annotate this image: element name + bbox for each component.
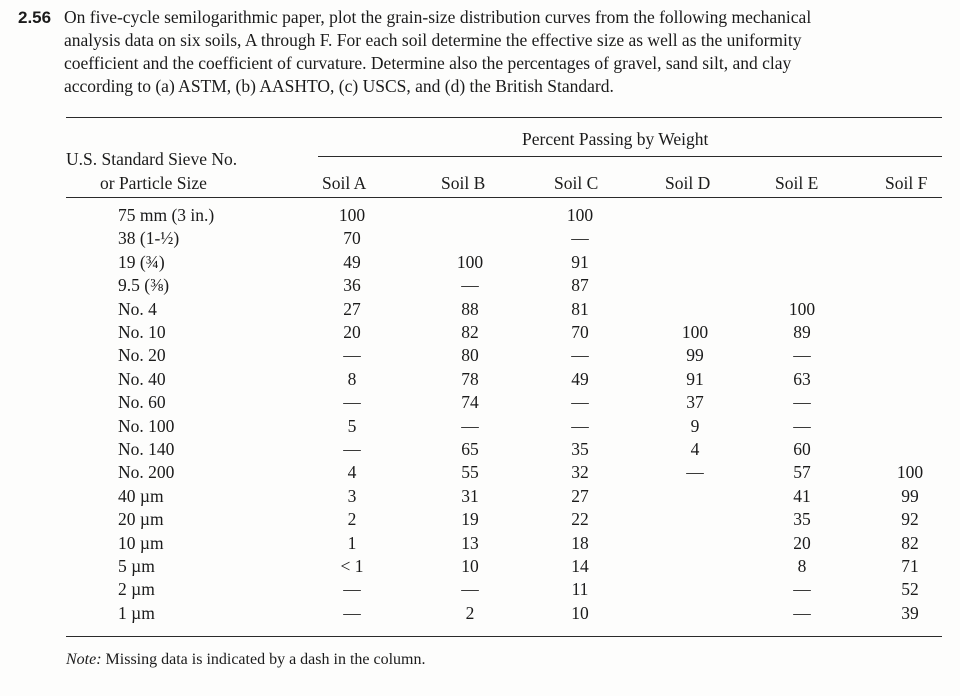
row-size-label: 1 µm [118,602,155,623]
cell-value: 49 [343,251,361,272]
cell-value: — [343,579,361,600]
cell-value: 82 [461,322,479,342]
cell-value: 100 [896,462,924,483]
problem-line: On five-cycle semilogarithmic paper, plot the grain-size distribution curves from the following mechanical [64,7,812,27]
cell-value: 49 [571,368,589,389]
note-text: Missing data is indicated by a dash in the column. [105,651,426,668]
cell-value: 41 [793,485,811,506]
cell-value: 11 [571,579,589,600]
cell-value: 27 [343,298,361,319]
cell-value: 60 [793,439,811,459]
row-size-label: No. 100 [118,415,175,436]
cell-value: 91 [686,368,704,389]
row-size-label: No. 4 [118,298,157,319]
cell-value: 100 [788,298,816,319]
cell-value: — [343,345,361,366]
group-header-rule [318,156,942,157]
row-size-label: 75 mm (3 in.) [118,205,215,225]
row-size-label: 5 µm [118,556,155,576]
cell-value: 55 [461,462,479,483]
col-header-soil-e: Soil E [775,173,819,193]
note-label: Note: [66,651,102,668]
cell-value: 100 [566,205,594,225]
problem-line: analysis data on six soils, A through F. For each soil determine the effective size as well as the uniformity [64,30,802,50]
row-size-label: No. 140 [118,439,175,459]
cell-value: 100 [338,205,366,225]
cell-value: 91 [571,251,589,272]
row-size-label: 19 (¾) [118,251,165,272]
row-size-label: No. 10 [118,322,166,342]
col-header-soil-b: Soil B [441,173,486,193]
group-header: Percent Passing by Weight [522,129,709,149]
header-bottom-rule [66,197,942,198]
row-size-label: 9.5 (⅜) [118,275,170,296]
cell-value: 100 [456,251,484,272]
cell-value: 52 [901,579,919,600]
cell-value: — [571,228,589,249]
sieve-header-line1: U.S. Standard Sieve No. [66,149,238,169]
cell-value: 10 [461,556,479,576]
col-header-soil-d: Soil D [665,173,711,193]
cell-value: 22 [571,509,589,530]
problem-number: 2.56 [18,8,52,27]
problem-line: coefficient and the coefficient of curvature. Determine also the percentages of gravel, sand silt, and clay [64,53,792,73]
cell-value: 37 [686,392,704,413]
row-size-label: 2 µm [118,579,155,600]
cell-value: 20 [343,322,361,342]
cell-value: 31 [461,485,479,506]
cell-value: 35 [571,439,589,459]
row-size-label: 38 (1-½) [118,228,180,249]
cell-value: 70 [571,322,589,342]
cell-value: 65 [461,439,479,459]
cell-value: 99 [686,345,704,366]
cell-value: 89 [793,322,811,342]
row-size-label: No. 200 [118,462,175,483]
cell-value: 5 [347,415,357,436]
row-size-label: No. 20 [118,345,166,366]
cell-value: 35 [793,509,811,530]
cell-value: 8 [347,368,357,389]
row-size-label: No. 60 [118,392,166,413]
cell-value: — [461,579,479,600]
cell-value: 14 [571,556,589,576]
cell-value: 63 [793,368,811,389]
cell-value: 71 [901,556,919,576]
cell-value: — [461,275,479,296]
sieve-header-line2: or Particle Size [100,173,207,193]
cell-value: 36 [343,275,361,296]
cell-value: — [793,579,811,600]
cell-value: 9 [690,415,700,436]
row-size-label: 20 µm [118,509,164,530]
cell-value: — [686,462,704,483]
cell-value: — [343,439,361,459]
cell-value: 82 [901,532,919,553]
problem-text [64,6,944,98]
table-top-rule [66,117,942,118]
col-header-soil-f: Soil F [885,173,928,193]
cell-value: 3 [347,485,357,506]
cell-value: 19 [461,509,479,530]
row-size-label: No. 40 [118,368,166,389]
cell-value: 4 [347,462,357,483]
cell-value: 81 [571,298,589,319]
cell-value: — [793,392,811,413]
cell-value: 8 [797,556,807,576]
cell-value: — [571,415,589,436]
cell-value: 99 [901,485,919,506]
cell-value: — [571,345,589,366]
cell-value: — [343,602,361,623]
problem-line: according to (a) ASTM, (b) AASHTO, (c) USCS, and (d) the British Standard. [64,76,614,96]
cell-value: 20 [793,532,811,553]
cell-value: 100 [681,322,709,342]
cell-value: 2 [347,509,357,530]
cell-value: — [793,415,811,436]
cell-value: — [461,415,479,436]
cell-value: 4 [690,439,700,459]
col-header-soil-a: Soil A [322,173,367,193]
cell-value: 27 [571,485,589,506]
cell-value: 57 [793,462,811,483]
cell-value: 18 [571,532,589,553]
cell-value: 13 [461,532,479,553]
cell-value: 70 [343,228,361,249]
cell-value: 10 [571,602,589,623]
cell-value: — [793,602,811,623]
row-size-label: 10 µm [118,532,164,553]
cell-value: 88 [461,298,479,319]
cell-value: < 1 [340,556,364,576]
cell-value: 74 [461,392,479,413]
cell-value: 1 [347,532,357,553]
row-size-label: 40 µm [118,485,164,506]
cell-value: — [571,392,589,413]
cell-value: 2 [465,602,475,623]
col-header-soil-c: Soil C [554,173,599,193]
cell-value: 92 [901,509,919,530]
cell-value: 87 [571,275,589,296]
table-note [66,651,426,669]
cell-value: — [793,345,811,366]
cell-value: 78 [461,368,479,389]
cell-value: 39 [901,602,919,623]
cell-value: 32 [571,462,589,483]
cell-value: 80 [461,345,479,366]
cell-value: — [343,392,361,413]
table-bottom-rule [66,636,942,637]
